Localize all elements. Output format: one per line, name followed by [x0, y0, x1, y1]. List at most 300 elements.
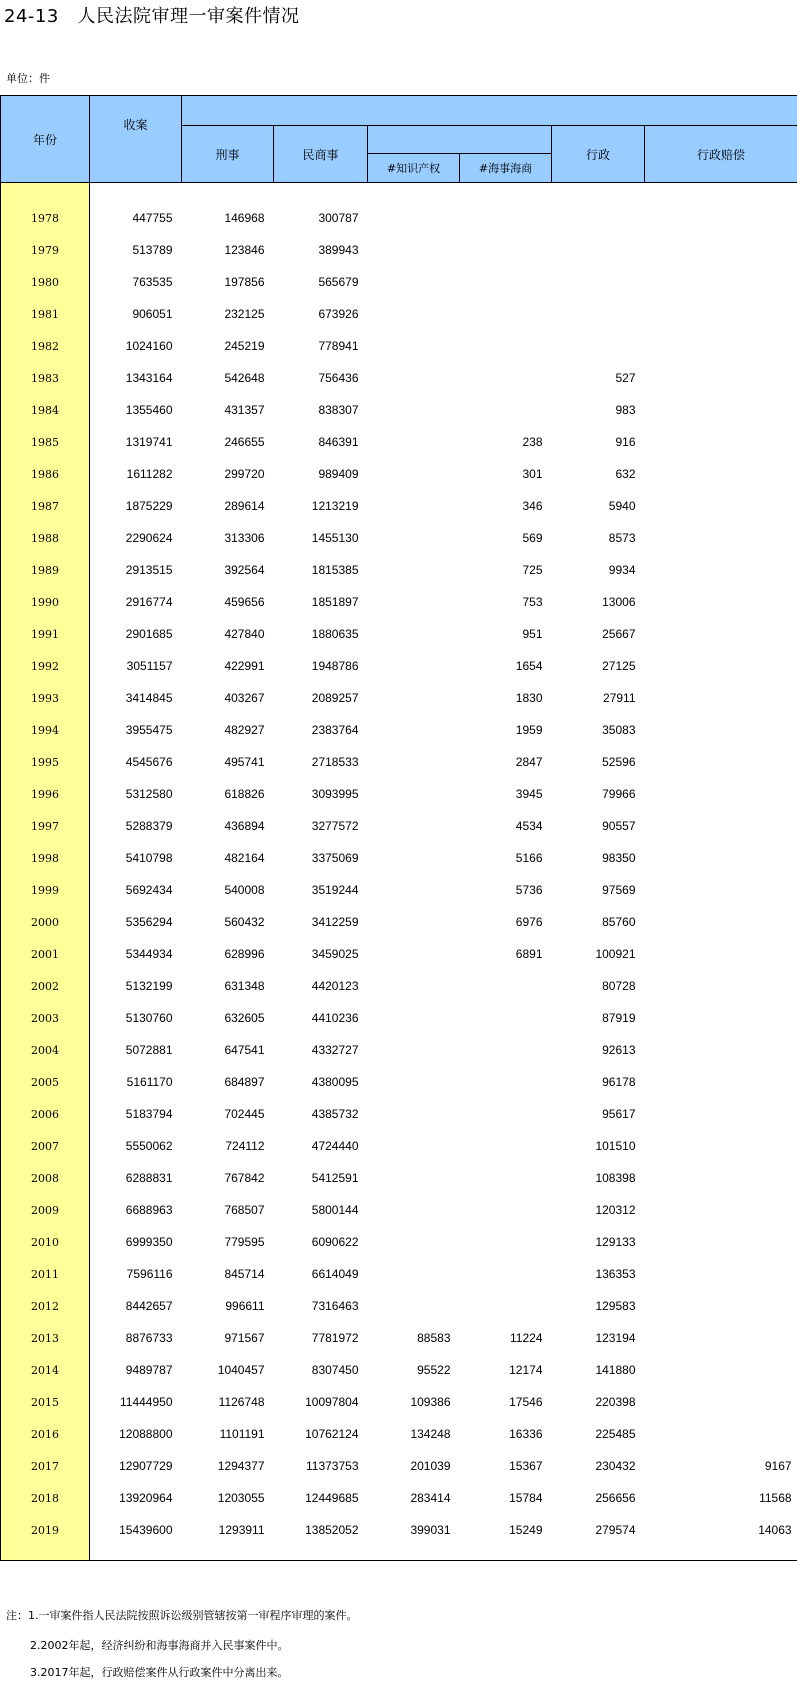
cell-ip: [368, 202, 460, 234]
cell-criminal: 1203055: [217, 1491, 265, 1505]
cell-civil: 4332727: [311, 1043, 359, 1057]
cell-year: 2007: [1, 1130, 90, 1162]
cell-comp: [645, 1162, 797, 1194]
cell-civil: 11373753: [306, 1459, 359, 1473]
table-row: [1, 746, 797, 778]
cell-ip: [368, 1002, 460, 1034]
table-row: [1, 1194, 797, 1226]
cell-comp: [645, 554, 797, 586]
cell-ip: [368, 394, 460, 426]
cell-ip: [368, 1098, 460, 1130]
cell-admin: 8573: [608, 531, 636, 545]
cell-ip: [368, 874, 460, 906]
table-row: [1, 1418, 797, 1450]
cell-maritime: [460, 1258, 552, 1290]
cell-admin: 98350: [602, 851, 636, 865]
cell-admin: 279574: [595, 1523, 636, 1537]
cell-admin: 129583: [595, 1299, 636, 1313]
table-row: [1, 810, 797, 842]
cell-received: 5410798: [125, 851, 173, 865]
cell-civil: 1880635: [311, 627, 359, 641]
cell-received: 8876733: [125, 1331, 173, 1345]
table-row: [1, 1386, 797, 1418]
cell-maritime: [460, 202, 552, 234]
header-civil: 民商事: [274, 126, 368, 183]
table-body: [1, 183, 797, 1561]
cell-admin: 13006: [602, 595, 636, 609]
footnote-2: 2.2002年起，经济纠纷和海事海商并入民事案件中。: [30, 1639, 289, 1652]
cell-maritime: [460, 362, 552, 394]
table-row: [1, 522, 797, 554]
cell-received: 906051: [132, 307, 173, 321]
cell-admin: 52596: [602, 755, 636, 769]
table-row: [1, 586, 797, 618]
cell-received: 6288831: [125, 1171, 173, 1185]
cell-civil: 5412591: [311, 1171, 359, 1185]
cell-admin: 90557: [602, 819, 636, 833]
cell-civil: 4385732: [311, 1107, 359, 1121]
header-admin: 行政: [552, 126, 645, 183]
cell-comp: [645, 1226, 797, 1258]
cell-ip: [368, 362, 460, 394]
cell-civil: 3093995: [311, 787, 359, 801]
cell-comp: 9167: [764, 1459, 792, 1473]
cell-received: 447755: [132, 211, 173, 225]
table-row: [1, 1354, 797, 1386]
cell-comp: [645, 810, 797, 842]
cell-civil: 1948786: [311, 659, 359, 673]
table-row: [1, 298, 797, 330]
cell-criminal: 1101191: [219, 1427, 265, 1441]
court-cases-table: [0, 95, 797, 1561]
cell-ip: [368, 842, 460, 874]
spacer-row: [1, 183, 797, 203]
cell-admin: 96178: [602, 1075, 636, 1089]
table-row: [1, 362, 797, 394]
table-row: [1, 1290, 797, 1322]
cell-comp: [645, 234, 797, 266]
cell-admin: 95617: [602, 1107, 636, 1121]
cell-maritime: [460, 1226, 552, 1258]
cell-comp: [645, 458, 797, 490]
table-row: [1, 1034, 797, 1066]
table-row: [1, 1162, 797, 1194]
cell-year: 2004: [1, 1034, 90, 1066]
cell-year: 2000: [1, 906, 90, 938]
cell-comp: [645, 938, 797, 970]
cell-civil: 3375069: [311, 851, 359, 865]
cell-admin: 97569: [602, 883, 636, 897]
cell-maritime: 238: [522, 435, 543, 449]
cell-ip: [368, 714, 460, 746]
cell-maritime: [460, 1002, 552, 1034]
cell-comp: [645, 426, 797, 458]
cell-admin: 632: [615, 467, 636, 481]
cell-admin: 527: [615, 371, 636, 385]
cell-admin: 256656: [595, 1491, 636, 1505]
cell-maritime: [460, 394, 552, 426]
cell-criminal: 767842: [224, 1171, 265, 1185]
cell-admin: 136353: [595, 1267, 636, 1281]
cell-civil: 6614049: [311, 1267, 359, 1281]
cell-ip: [368, 618, 460, 650]
cell-criminal: 232125: [224, 307, 265, 321]
cell-criminal: 1293911: [218, 1523, 265, 1537]
cell-ip: [368, 1290, 460, 1322]
cell-civil: 4380095: [311, 1075, 359, 1089]
cell-admin: 5940: [608, 499, 636, 513]
table-row: [1, 778, 797, 810]
cell-received: 1024160: [125, 339, 173, 353]
cell-received: 1355460: [125, 403, 173, 417]
table-row: [1, 202, 797, 234]
cell-year: 2015: [1, 1386, 90, 1418]
cell-year: 2010: [1, 1226, 90, 1258]
table-row: [1, 1514, 797, 1546]
cell-ip: [368, 1194, 460, 1226]
cell-comp: [645, 1290, 797, 1322]
cell-ip: [368, 1226, 460, 1258]
cell-comp: [645, 330, 797, 362]
table-row: [1, 970, 797, 1002]
cell-year: 1984: [1, 394, 90, 426]
table-row: [1, 1482, 797, 1514]
cell-maritime: 3945: [515, 787, 543, 801]
cell-criminal: 392564: [224, 563, 265, 577]
cell-ip: [368, 970, 460, 1002]
cell-comp: [645, 586, 797, 618]
cell-criminal: 1040457: [217, 1363, 265, 1377]
table-row: [1, 1322, 797, 1354]
cell-received: 12088800: [119, 1427, 173, 1441]
cell-admin: [552, 234, 645, 266]
cell-criminal: 560432: [224, 915, 265, 929]
cell-ip: [368, 586, 460, 618]
cell-maritime: [460, 1130, 552, 1162]
cell-received: 5356294: [125, 915, 173, 929]
cell-comp: [645, 266, 797, 298]
table-row: [1, 618, 797, 650]
cell-criminal: 632605: [224, 1011, 265, 1025]
table-row: [1, 1226, 797, 1258]
cell-ip: [368, 554, 460, 586]
header-ip: #知识产权: [368, 154, 460, 183]
cell-ip: [368, 1066, 460, 1098]
cell-criminal: 996611: [225, 1299, 265, 1313]
header-compensation: 行政赔偿: [645, 126, 797, 183]
cell-admin: 87919: [602, 1011, 636, 1025]
cell-maritime: [460, 1098, 552, 1130]
cell-admin: 27911: [603, 691, 636, 705]
cell-civil: 1455130: [311, 531, 359, 545]
table-row: [1, 714, 797, 746]
header-criminal: 刑事: [182, 126, 274, 183]
cell-criminal: 618826: [224, 787, 265, 801]
cell-year: 1999: [1, 874, 90, 906]
cell-received: 1319741: [125, 435, 173, 449]
cell-received: 3955475: [125, 723, 173, 737]
cell-civil: 565679: [318, 275, 359, 289]
cell-received: 5550062: [125, 1139, 173, 1153]
cell-received: 1875229: [125, 499, 173, 513]
cell-year: 1995: [1, 746, 90, 778]
cell-maritime: 11224: [510, 1331, 543, 1345]
cell-maritime: [460, 1162, 552, 1194]
cell-civil: 7316463: [311, 1299, 359, 1313]
header-year: 年份: [1, 96, 90, 183]
cell-maritime: [460, 1194, 552, 1226]
cell-criminal: 845714: [224, 1267, 265, 1281]
cell-admin: 25667: [602, 627, 636, 641]
cell-received: 5132199: [125, 979, 173, 993]
cell-received: 4545676: [125, 755, 173, 769]
cell-comp: [645, 842, 797, 874]
table-header: [1, 96, 797, 183]
table-row: [1, 234, 797, 266]
cell-admin: 108398: [595, 1171, 636, 1185]
cell-criminal: 403267: [224, 691, 265, 705]
cell-admin: [552, 202, 645, 234]
cell-year: 2009: [1, 1194, 90, 1226]
cell-ip: [368, 938, 460, 970]
cell-civil: 4410236: [311, 1011, 359, 1025]
table-row: [1, 1066, 797, 1098]
table-row: [1, 874, 797, 906]
cell-comp: [645, 1194, 797, 1226]
cell-year: 1993: [1, 682, 90, 714]
cell-year: 2005: [1, 1066, 90, 1098]
cell-comp: [645, 522, 797, 554]
table-row: [1, 330, 797, 362]
cell-maritime: [460, 1290, 552, 1322]
cell-civil: 756436: [318, 371, 359, 385]
cell-admin: 100921: [595, 947, 636, 961]
cell-received: 5692434: [125, 883, 173, 897]
cell-maritime: 346: [522, 499, 543, 513]
cell-year: 2016: [1, 1418, 90, 1450]
cell-maritime: 301: [522, 467, 543, 481]
cell-civil: 7781972: [311, 1331, 359, 1345]
cell-criminal: 702445: [224, 1107, 265, 1121]
cell-admin: 9934: [608, 563, 636, 577]
cell-civil: 8307450: [311, 1363, 359, 1377]
cell-criminal: 197856: [224, 275, 265, 289]
table-row: [1, 906, 797, 938]
table-row: [1, 842, 797, 874]
cell-civil: 1213219: [311, 499, 359, 513]
cell-year: 1983: [1, 362, 90, 394]
cell-ip: [368, 746, 460, 778]
cell-civil: 846391: [318, 435, 359, 449]
cell-admin: 916: [615, 435, 636, 449]
cell-civil: 300787: [318, 211, 359, 225]
cell-maritime: [460, 298, 552, 330]
cell-year: 2006: [1, 1098, 90, 1130]
cell-comp: [645, 1322, 797, 1354]
cell-year: 1986: [1, 458, 90, 490]
cell-admin: 230432: [595, 1459, 636, 1473]
cell-civil: 5800144: [311, 1203, 359, 1217]
table-row: [1, 938, 797, 970]
cell-received: 5288379: [125, 819, 173, 833]
cell-ip: [368, 458, 460, 490]
cell-year: 1991: [1, 618, 90, 650]
cell-received: 5344934: [125, 947, 173, 961]
footnote-1: 注：1.一审案件指人民法院按照诉讼级别管辖按第一审程序审理的案件。: [6, 1609, 358, 1622]
table-row: [1, 266, 797, 298]
cell-criminal: 123846: [224, 243, 265, 257]
cell-criminal: 313306: [224, 531, 265, 545]
cell-criminal: 436894: [224, 819, 265, 833]
cell-received: 3414845: [125, 691, 173, 705]
cell-admin: 983: [615, 403, 636, 417]
cell-maritime: [460, 234, 552, 266]
table-row: [1, 650, 797, 682]
cell-maritime: 753: [522, 595, 543, 609]
cell-year: 2011: [1, 1258, 90, 1290]
cell-civil: 13852052: [305, 1523, 359, 1537]
header-civil-sub-band: [368, 126, 552, 154]
cell-maritime: 1959: [515, 723, 543, 737]
cell-admin: 80728: [602, 979, 636, 993]
cell-admin: 79966: [602, 787, 636, 801]
cell-admin: 225485: [595, 1427, 636, 1441]
cell-ip: 109386: [410, 1395, 451, 1409]
cell-civil: 1815385: [311, 563, 359, 577]
cell-year: 1992: [1, 650, 90, 682]
table-row: [1, 490, 797, 522]
cell-year: 2008: [1, 1162, 90, 1194]
cell-comp: [645, 1354, 797, 1386]
cell-criminal: 628996: [224, 947, 265, 961]
cell-civil: 838307: [318, 403, 359, 417]
cell-maritime: [460, 330, 552, 362]
cell-ip: [368, 650, 460, 682]
cell-ip: 88583: [417, 1331, 451, 1345]
cell-criminal: 540008: [224, 883, 265, 897]
cell-ip: [368, 778, 460, 810]
cell-comp: [645, 618, 797, 650]
cell-comp: [645, 874, 797, 906]
cell-ip: [368, 298, 460, 330]
cell-comp: [645, 394, 797, 426]
cell-comp: [645, 1034, 797, 1066]
cell-received: 2901685: [125, 627, 173, 641]
cell-received: 6999350: [125, 1235, 173, 1249]
cell-comp: [645, 682, 797, 714]
cell-civil: 989409: [318, 467, 359, 481]
cell-maritime: 16336: [509, 1427, 543, 1441]
cell-year: 1981: [1, 298, 90, 330]
cell-ip: [368, 682, 460, 714]
cell-maritime: 569: [522, 531, 543, 545]
cell-criminal: 542648: [224, 371, 265, 385]
cell-maritime: 951: [522, 627, 543, 641]
table-row: [1, 1002, 797, 1034]
cell-criminal: 1294377: [217, 1459, 265, 1473]
cell-admin: 85760: [602, 915, 636, 929]
cell-year: 2019: [1, 1514, 90, 1546]
cell-criminal: 482927: [224, 723, 265, 737]
cell-ip: 95522: [417, 1363, 451, 1377]
cell-civil: 3519244: [311, 883, 359, 897]
cell-ip: [368, 330, 460, 362]
cell-ip: [368, 234, 460, 266]
cell-criminal: 482164: [224, 851, 265, 865]
cell-maritime: 1654: [515, 659, 543, 673]
header-received-cont: [90, 154, 182, 183]
cell-ip: [368, 266, 460, 298]
cell-maritime: 5736: [515, 883, 543, 897]
cell-received: 8442657: [125, 1299, 173, 1313]
cell-criminal: 299720: [224, 467, 265, 481]
cell-civil: 2718533: [311, 755, 359, 769]
cell-ip: [368, 426, 460, 458]
cell-comp: [645, 1098, 797, 1130]
cell-ip: [368, 522, 460, 554]
cell-admin: 120312: [595, 1203, 636, 1217]
cell-year: 2001: [1, 938, 90, 970]
cell-admin: 129133: [595, 1235, 636, 1249]
cell-civil: 778941: [318, 339, 359, 353]
cell-civil: 10762124: [305, 1427, 359, 1441]
data-table-container: [0, 95, 797, 1561]
page-title: 24-13 人民法院审理一审案件情况: [4, 6, 300, 27]
cell-comp: [645, 1386, 797, 1418]
cell-maritime: [460, 266, 552, 298]
cell-civil: 3277572: [311, 819, 359, 833]
cell-maritime: 4534: [515, 819, 543, 833]
cell-criminal: 289614: [224, 499, 265, 513]
cell-received: 2913515: [125, 563, 173, 577]
cell-admin: 101510: [595, 1139, 636, 1153]
cell-year: 2002: [1, 970, 90, 1002]
table-row: [1, 1450, 797, 1482]
cell-criminal: 427840: [224, 627, 265, 641]
cell-received: 5130760: [125, 1011, 173, 1025]
table-row: [1, 1130, 797, 1162]
cell-received: 7596116: [126, 1267, 173, 1281]
cell-ip: 283414: [410, 1491, 451, 1505]
cell-received: 2290624: [125, 531, 173, 545]
cell-criminal: 1126748: [218, 1395, 265, 1409]
cell-received: 763535: [132, 275, 173, 289]
cell-comp: [645, 490, 797, 522]
cell-maritime: 6976: [515, 915, 543, 929]
header-maritime: #海事海商: [460, 154, 552, 183]
cell-maritime: [460, 1034, 552, 1066]
cell-maritime: 15249: [509, 1523, 543, 1537]
cell-comp: [645, 714, 797, 746]
cell-maritime: 1830: [515, 691, 543, 705]
header-received: 收案: [90, 96, 182, 154]
cell-year: 1978: [1, 202, 90, 234]
cell-maritime: 15784: [509, 1491, 543, 1505]
unit-label: 单位：件: [6, 72, 50, 85]
cell-year: 2013: [1, 1322, 90, 1354]
cell-received: 5072881: [125, 1043, 173, 1057]
cell-criminal: 724112: [225, 1139, 265, 1153]
cell-comp: [645, 1258, 797, 1290]
cell-received: 5183794: [125, 1107, 173, 1121]
cell-comp: 14063: [758, 1523, 792, 1537]
cell-received: 513789: [132, 243, 173, 257]
table-row: [1, 682, 797, 714]
cell-criminal: 768507: [224, 1203, 265, 1217]
cell-criminal: 422991: [224, 659, 265, 673]
cell-ip: 399031: [410, 1523, 451, 1537]
cell-year: 2017: [1, 1450, 90, 1482]
